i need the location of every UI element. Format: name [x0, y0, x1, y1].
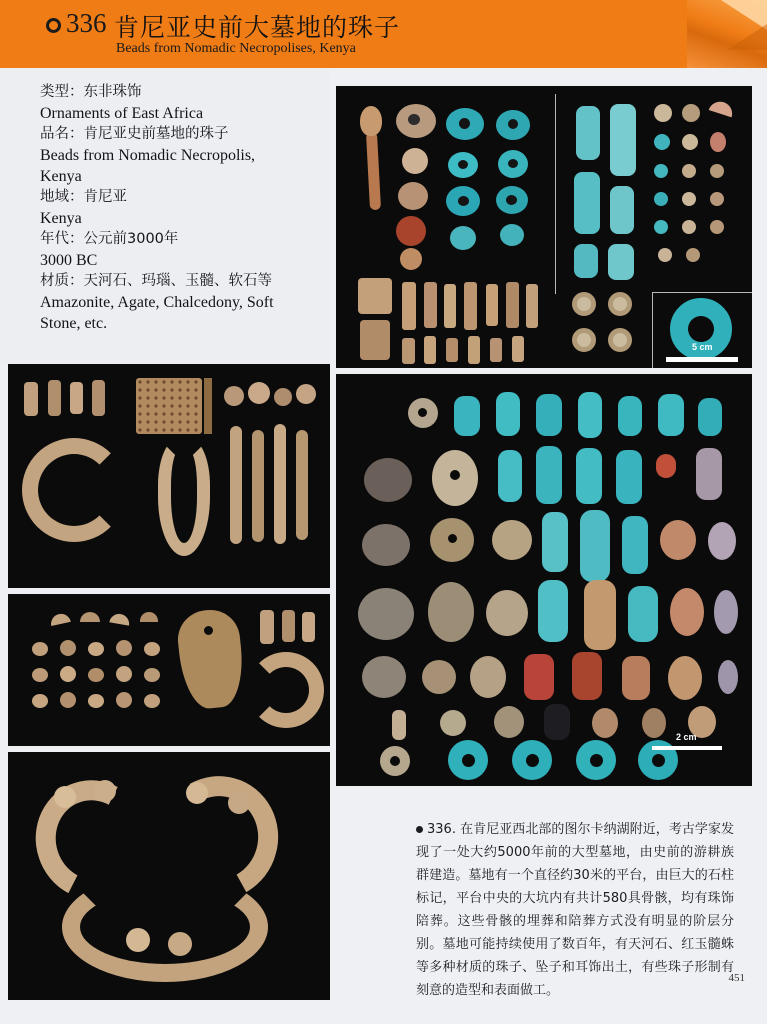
scale-bar-label: 5 cm	[692, 342, 713, 352]
bead-item	[498, 450, 522, 502]
bead-item	[610, 104, 636, 176]
bead-item	[682, 134, 698, 150]
carved-pendants-photo	[8, 594, 330, 746]
bead-item	[578, 392, 602, 438]
bead-item	[542, 512, 568, 572]
bead-item	[390, 756, 400, 766]
bead-strands-photo	[8, 364, 330, 588]
bead-item	[686, 248, 700, 262]
ring-bullet-icon	[46, 18, 61, 33]
bead-item	[168, 932, 192, 956]
bead-item	[524, 654, 554, 700]
bead-necklace-photo	[8, 752, 330, 1000]
bead-item	[274, 388, 292, 406]
bead-item	[682, 220, 696, 234]
bead-item	[584, 580, 616, 650]
bead-item	[60, 692, 76, 708]
bead-item	[126, 928, 150, 952]
bead-pendants-photo	[336, 374, 752, 786]
bead-item	[698, 398, 722, 436]
bead-item	[158, 438, 210, 556]
bead-item	[296, 430, 308, 540]
bead-item	[496, 392, 520, 436]
bead-item	[576, 448, 602, 504]
bead-item	[654, 104, 672, 122]
bead-item	[186, 782, 208, 804]
scale-bar	[652, 746, 722, 750]
bead-item	[248, 652, 324, 728]
bead-item	[88, 694, 104, 708]
caption-region-value-cn: 肯尼亚	[83, 189, 127, 205]
bead-item	[362, 656, 406, 698]
bead-item	[440, 710, 466, 736]
bead-item	[70, 382, 83, 414]
bead-item	[88, 642, 104, 656]
bead-item	[32, 668, 48, 682]
bead-item	[622, 516, 648, 574]
bead-item	[652, 754, 665, 767]
bead-item	[512, 336, 524, 362]
bead-item	[618, 396, 642, 436]
bead-item	[24, 382, 38, 416]
bead-item	[116, 666, 132, 682]
bead-item	[444, 284, 456, 328]
bead-item	[710, 220, 724, 234]
bead-item	[622, 656, 650, 700]
bead-item	[54, 786, 76, 808]
bead-item	[592, 708, 618, 738]
caption-block	[0, 68, 330, 363]
bead-item	[574, 244, 598, 278]
caption-type-label: 类型：	[40, 84, 84, 100]
bead-item	[494, 706, 524, 738]
bead-item	[574, 172, 600, 234]
plate-number: 336	[66, 8, 107, 38]
bead-item	[402, 148, 428, 174]
bead-item	[424, 336, 436, 364]
bead-item	[364, 458, 412, 502]
caption-material-value-cn: 天河石、玛瑙、玉髓、软石等	[83, 273, 272, 289]
bead-item	[718, 660, 738, 694]
bead-item	[362, 524, 410, 566]
page-corner-fold-dark	[727, 24, 767, 50]
bead-item	[654, 164, 668, 178]
bead-item	[544, 704, 570, 740]
bead-item	[396, 216, 426, 246]
bead-item	[490, 338, 502, 362]
caption-name-line	[40, 124, 320, 145]
bead-item	[224, 386, 244, 406]
bead-item	[140, 612, 158, 622]
caption-material-line	[40, 271, 320, 292]
bead-item	[616, 450, 642, 504]
bead-item	[450, 470, 460, 480]
bead-item	[526, 284, 538, 328]
bead-item	[80, 612, 100, 622]
bead-item	[608, 328, 632, 352]
bead-item	[668, 656, 702, 700]
bead-item	[398, 182, 428, 210]
bead-item	[392, 710, 406, 740]
bead-item	[32, 694, 48, 708]
caption-date-line	[40, 229, 320, 250]
bead-item	[402, 338, 415, 364]
bead-item	[400, 248, 422, 270]
bead-item	[260, 610, 274, 644]
bead-item	[462, 754, 475, 767]
bead-item	[486, 590, 528, 636]
bead-item	[204, 626, 213, 635]
bead-item	[470, 656, 506, 698]
caption-date-value-cn: 公元前3000年	[83, 231, 179, 247]
bead-item	[360, 320, 390, 360]
bead-item	[109, 612, 130, 625]
bead-item	[654, 220, 668, 234]
bead-item	[572, 292, 596, 316]
bead-item	[252, 430, 264, 542]
bead-item	[660, 520, 696, 560]
page-number: 451	[728, 972, 745, 984]
bead-item	[274, 424, 286, 544]
caption-material-value-en-2: Stone, etc.	[40, 315, 108, 332]
bead-item	[508, 119, 518, 129]
bead-item	[536, 446, 562, 504]
bead-item	[60, 666, 76, 682]
bead-item	[682, 164, 696, 178]
bead-item	[49, 612, 71, 626]
bead-item	[360, 106, 382, 136]
bead-item	[94, 780, 116, 802]
bead-item	[230, 426, 242, 544]
bead-item	[536, 394, 562, 436]
bead-item	[458, 196, 469, 206]
bead-item	[492, 520, 532, 560]
bead-item	[709, 99, 736, 118]
bead-item	[22, 438, 126, 542]
bead-item	[248, 382, 270, 404]
photo-divider-vertical-2	[652, 292, 653, 368]
bead-item	[468, 336, 480, 364]
caption-region-line	[40, 187, 320, 208]
bead-item	[282, 610, 295, 642]
bead-item	[144, 642, 160, 656]
bead-item	[508, 159, 518, 168]
bead-item	[696, 448, 722, 500]
page-title-en: Beads from Nomadic Necropolises, Kenya	[116, 41, 356, 56]
bead-item	[526, 754, 539, 767]
scale-bar-label: 2 cm	[676, 732, 697, 742]
bead-item	[358, 278, 392, 314]
bead-item	[682, 192, 696, 206]
bead-item	[402, 282, 416, 330]
caption-material-label: 材质：	[40, 273, 84, 289]
bead-item	[572, 652, 602, 700]
bead-item	[572, 328, 596, 352]
bead-item	[608, 292, 632, 316]
bead-item	[714, 590, 738, 634]
body-paragraph	[416, 818, 734, 1002]
bead-item	[628, 586, 658, 642]
bead-assortment-top-photo	[336, 86, 752, 368]
caption-type-value-en: Ornaments of East Africa	[40, 105, 204, 122]
caption-type-value-cn: 东非珠饰	[83, 84, 142, 100]
bead-item	[459, 118, 470, 129]
photo-divider-horizontal	[652, 292, 752, 293]
bead-item	[88, 668, 104, 682]
photo-divider-vertical	[555, 94, 556, 294]
bead-item	[658, 394, 684, 436]
bead-item	[658, 248, 672, 262]
bead-item	[422, 660, 456, 694]
bead-item	[464, 282, 477, 330]
bead-item	[486, 284, 498, 326]
bead-item	[366, 132, 381, 210]
bead-item	[418, 408, 427, 417]
bead-item	[670, 588, 704, 636]
bead-item	[500, 224, 524, 246]
bead-item	[506, 282, 519, 328]
paragraph-bullet-icon	[416, 826, 423, 833]
bead-item	[450, 226, 476, 250]
bead-item	[136, 378, 202, 434]
bead-item	[428, 582, 474, 642]
bead-item	[92, 380, 105, 416]
scale-bar	[666, 357, 738, 362]
bead-item	[116, 640, 132, 656]
bead-item	[710, 164, 724, 178]
caption-region-label: 地域：	[40, 189, 84, 205]
bead-item	[708, 522, 736, 560]
bead-item	[175, 607, 247, 711]
bead-item	[48, 380, 61, 416]
bead-item	[608, 244, 634, 280]
caption-name-label: 品名：	[40, 126, 84, 142]
bead-item	[710, 192, 724, 206]
bead-item	[446, 338, 458, 362]
bead-item	[228, 792, 250, 814]
bead-item	[538, 580, 568, 642]
bead-item	[302, 612, 315, 642]
bead-item	[682, 104, 700, 122]
bead-item	[688, 316, 714, 342]
bead-item	[454, 396, 480, 436]
bead-item	[458, 160, 468, 169]
bead-item	[296, 384, 316, 404]
bead-item	[656, 454, 676, 478]
bead-item	[62, 872, 268, 982]
caption-type-line	[40, 82, 320, 103]
bead-item	[408, 114, 420, 125]
caption-date-value-en: 3000 BC	[40, 252, 98, 269]
bead-item	[580, 510, 610, 582]
bead-item	[642, 708, 666, 738]
bead-item	[204, 378, 212, 434]
bead-item	[654, 134, 670, 150]
bead-item	[610, 186, 634, 234]
caption-date-label: 年代：	[40, 231, 84, 247]
caption-name-value-en-1: Beads from Nomadic Necropolis,	[40, 147, 256, 164]
caption-material-value-en-1: Amazonite, Agate, Chalcedony, Soft	[40, 294, 274, 311]
bead-item	[116, 692, 132, 708]
bead-item	[506, 195, 517, 205]
caption-name-value-cn: 肯尼亚史前墓地的珠子	[83, 126, 229, 142]
bead-item	[358, 588, 414, 640]
caption-name-value-en-2: Kenya	[40, 168, 82, 185]
bead-item	[144, 668, 160, 682]
bead-item	[654, 192, 668, 206]
bead-item	[32, 642, 48, 656]
bead-item	[710, 132, 726, 152]
bead-item	[590, 754, 603, 767]
bead-item	[576, 106, 600, 160]
bead-item	[60, 640, 76, 656]
body-paragraph-text: 336. 在肯尼亚西北部的图尔卡纳湖附近，考古学家发现了一处大约5000年前的大型墓地，由史前的游耕族群建造。墓地有一个直径约30米的平台，由巨大的石柱标记，平台中央的大坑内有共计580具骨骸，均有珠饰陪葬。这些骨骸的埋葬和陪葬方式没有明显的阶层分别。墓地可能持续使用了数百年，有天河石、红玉髓蛛等多种材质的珠子、坠子和耳饰出土，有些珠子形制有刻意的造型和表面做工。	[416, 822, 734, 998]
caption-region-value-en: Kenya	[40, 210, 82, 227]
bead-item	[448, 534, 457, 543]
page-title-cn: 肯尼亚史前大墓地的珠子	[114, 13, 401, 42]
bead-item	[424, 282, 437, 328]
bead-item	[144, 694, 160, 708]
